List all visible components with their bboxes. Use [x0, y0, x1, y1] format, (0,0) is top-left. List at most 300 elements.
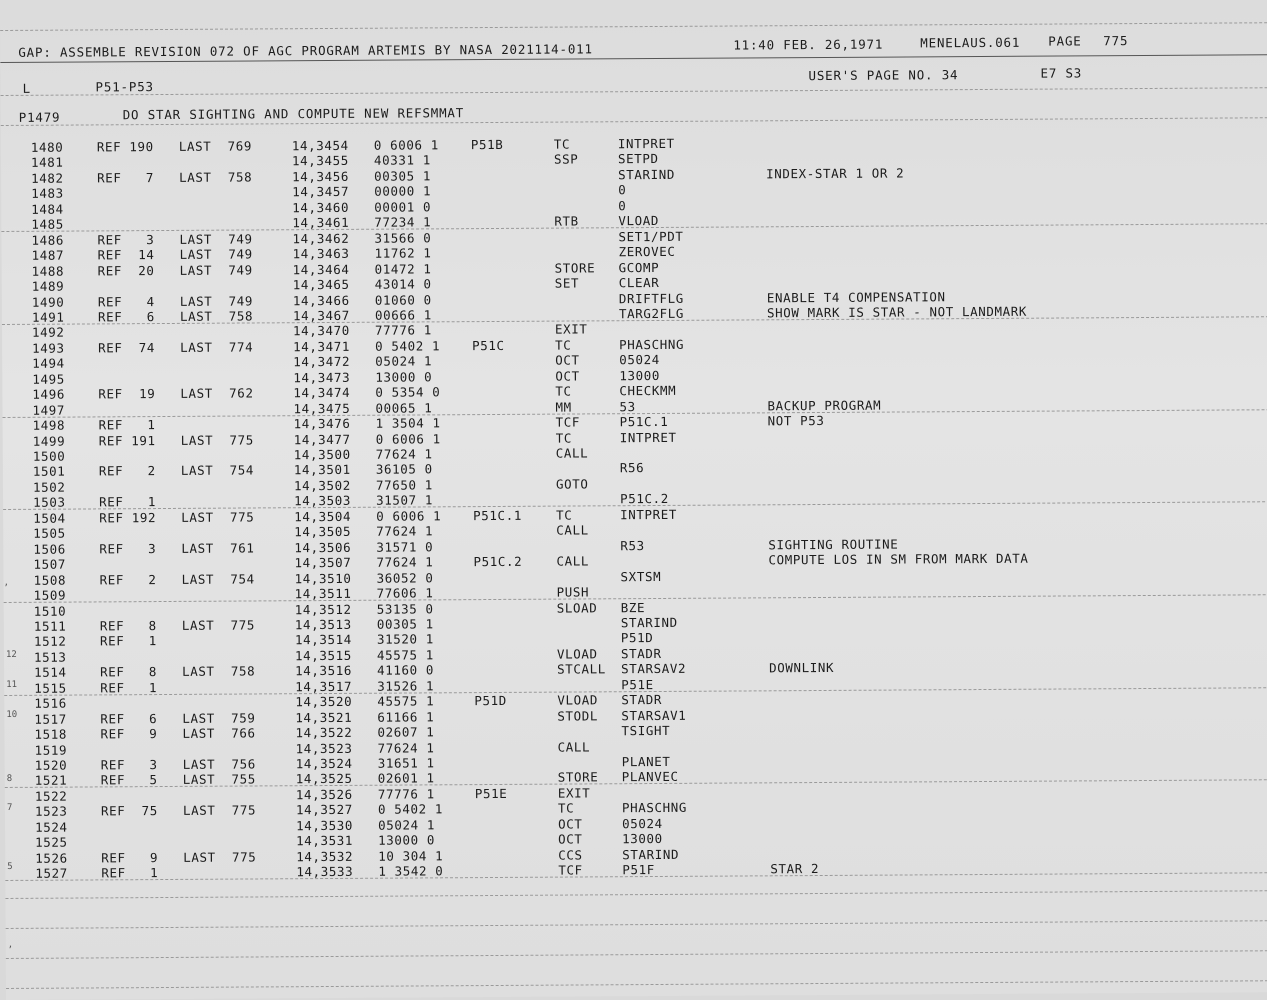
- last-ref: LAST 749: [179, 231, 253, 247]
- section-name: P51-P53: [95, 79, 154, 95]
- ref-count: REF 7: [97, 169, 155, 186]
- ref-count: REF 2: [98, 463, 156, 479]
- operand: SET1/PDT: [618, 228, 684, 244]
- opcode: VLOAD: [557, 692, 598, 708]
- operand: STADR: [620, 645, 662, 662]
- octal-word: 13000 0: [378, 832, 436, 848]
- address: 14,3520: [295, 694, 353, 710]
- address: 14,3467: [292, 307, 350, 324]
- operand: 0: [618, 197, 627, 214]
- comment: SIGHTING ROUTINE: [768, 536, 899, 553]
- ref-count: REF 2: [99, 571, 157, 587]
- last-ref: LAST 755: [182, 771, 256, 788]
- operand: 05024: [621, 815, 663, 832]
- comment: INDEX-STAR 1 OR 2: [766, 165, 905, 182]
- address: 14,3471: [293, 338, 351, 355]
- octal-word: 77776 1: [374, 322, 432, 339]
- last-ref: LAST 759: [182, 710, 256, 726]
- operand: R56: [619, 460, 645, 476]
- address: 14,3501: [293, 462, 351, 478]
- line-number: 1486: [31, 232, 65, 248]
- address: 14,3472: [293, 354, 351, 370]
- operand: 53: [619, 398, 636, 414]
- octal-word: 02601 1: [377, 770, 435, 787]
- address: 14,3512: [294, 601, 352, 617]
- address: 14,3470: [292, 323, 350, 339]
- last-ref: LAST 754: [181, 571, 255, 587]
- line-number: 1527: [35, 865, 68, 881]
- address: 14,3465: [292, 276, 350, 293]
- address: 14,3476: [293, 415, 351, 432]
- address: 14,3513: [294, 616, 352, 633]
- address: 14,3460: [292, 199, 350, 216]
- paper-rule: [6, 980, 1267, 989]
- opcode: EXIT: [554, 321, 588, 338]
- operand: STARIND: [620, 614, 678, 631]
- ref-count: REF 190: [96, 139, 154, 155]
- octal-word: 31520 1: [376, 631, 434, 648]
- last-ref: LAST 762: [180, 385, 254, 402]
- line-number: 1506: [33, 541, 66, 557]
- opcode: CCS: [558, 847, 583, 863]
- address: 14,3474: [293, 385, 351, 401]
- operand: PLANVEC: [621, 769, 679, 785]
- opcode: CALL: [557, 738, 591, 755]
- address: 14,3473: [293, 369, 351, 385]
- margin-mark: ,: [3, 577, 10, 588]
- operand: INTPRET: [620, 506, 678, 523]
- last-ref: LAST 749: [179, 246, 253, 263]
- ref-count: REF 1: [100, 679, 158, 696]
- octal-word: 77234 1: [374, 214, 432, 230]
- comment: BACKUP PROGRAM: [767, 397, 882, 413]
- listing-title: DO STAR SIGHTING AND COMPUTE NEW REFSMMAT: [122, 105, 465, 123]
- address: 14,3532: [296, 848, 354, 864]
- address: 14,3527: [295, 802, 353, 818]
- opcode: SLOAD: [556, 599, 598, 616]
- ref-count: REF 3: [100, 757, 158, 773]
- opcode: RTB: [554, 213, 579, 229]
- operand: R53: [620, 537, 645, 553]
- ref-count: REF 8: [99, 617, 157, 634]
- line-number: 1516: [34, 695, 67, 711]
- operand: CLEAR: [618, 275, 660, 291]
- octal-word: 13000 0: [375, 369, 433, 385]
- octal-word: 00305 1: [374, 168, 432, 184]
- address: 14,3466: [292, 292, 350, 308]
- operand: TSIGHT: [621, 723, 671, 739]
- line-number: 1518: [34, 726, 68, 742]
- octal-word: 00065 1: [375, 400, 433, 416]
- ref-count: REF 19: [98, 386, 156, 402]
- opcode: VLOAD: [556, 646, 598, 662]
- opcode: PUSH: [556, 584, 590, 600]
- page-number: 775: [1103, 33, 1129, 49]
- octal-word: 45575 1: [377, 693, 435, 709]
- operand: ZEROVEC: [618, 244, 676, 260]
- line-number: 1489: [31, 278, 65, 294]
- line-number: 1511: [33, 618, 67, 634]
- opcode: TC: [557, 800, 575, 816]
- operand: P51F: [622, 862, 655, 878]
- operand: INTPRET: [617, 135, 675, 152]
- line-number: 1490: [31, 294, 65, 310]
- label: P51C.1: [473, 507, 522, 523]
- operand: SXTSM: [620, 568, 662, 584]
- ref-count: REF 9: [100, 726, 158, 742]
- ref-count: REF 74: [98, 339, 156, 356]
- address: 14,3516: [295, 663, 353, 679]
- opcode: STODL: [557, 708, 599, 724]
- line-number: 1504: [33, 510, 66, 526]
- margin-mark: 12: [5, 649, 17, 660]
- opcode: TC: [556, 507, 573, 523]
- comment: DOWNLINK: [769, 660, 835, 676]
- last-ref: LAST 758: [182, 663, 256, 680]
- comment: ENABLE T4 COMPENSATION: [766, 288, 946, 305]
- ref-count: REF 192: [99, 509, 157, 526]
- octal-word: 10 304 1: [378, 847, 444, 864]
- address: 14,3514: [294, 632, 352, 648]
- ref-count: REF 5: [100, 772, 158, 788]
- line-number: 1503: [33, 494, 66, 511]
- ref-count: REF 4: [97, 293, 155, 309]
- line-number: 1499: [32, 433, 66, 449]
- line-number: 1483: [31, 185, 64, 202]
- octal-word: 40331 1: [373, 152, 431, 169]
- octal-word: 31566 0: [374, 230, 432, 246]
- address: 14,3523: [295, 740, 353, 756]
- address: 14,3533: [296, 863, 354, 880]
- address: 14,3524: [295, 755, 353, 772]
- line-number: 1488: [31, 263, 65, 279]
- octal-word: 01060 0: [374, 291, 432, 308]
- ref-count: REF 1: [101, 865, 159, 881]
- line-number: 1481: [30, 155, 64, 171]
- octal-word: 00000 1: [374, 183, 432, 200]
- octal-word: 77624 1: [376, 523, 434, 539]
- octal-word: 36105 0: [375, 461, 433, 478]
- ref-count: REF 3: [99, 540, 157, 557]
- opcode: CALL: [556, 522, 589, 538]
- operand: STARIND: [618, 166, 676, 183]
- address: 14,3530: [296, 817, 353, 834]
- ref-count: REF 20: [97, 262, 155, 279]
- last-ref: LAST 754: [180, 462, 255, 479]
- address: 14,3464: [292, 261, 350, 277]
- address: 14,3502: [293, 477, 351, 494]
- line-number: 1501: [32, 464, 66, 480]
- margin-mark: 5: [7, 861, 13, 872]
- label: P51D: [474, 693, 507, 709]
- banner-text: GAP: ASSEMBLE REVISION 072 OF AGC PROGRAM ARTEMIS BY NASA 2021114-011: [18, 41, 593, 60]
- address: 14,3455: [291, 153, 349, 169]
- ref-count: REF 1: [99, 633, 157, 649]
- opcode: TC: [555, 430, 572, 446]
- comment: SHOW MARK IS STAR - NOT LANDMARK: [766, 303, 1027, 321]
- users-page-code: E7 S3: [1040, 65, 1083, 81]
- octal-word: 41160 0: [377, 662, 435, 679]
- address: 14,3500: [293, 446, 351, 463]
- opcode: OCT: [555, 352, 580, 368]
- last-ref: LAST 775: [181, 509, 255, 525]
- operand: P51E: [621, 676, 654, 692]
- line-number: 1498: [32, 417, 66, 433]
- line-number: 1524: [35, 819, 68, 835]
- octal-word: 01472 1: [374, 260, 432, 277]
- operand: PLANET: [621, 753, 671, 770]
- operand: VLOAD: [618, 213, 660, 229]
- line-number: 1520: [34, 757, 68, 773]
- line-number: 1517: [34, 711, 67, 727]
- operand: 13000: [622, 831, 663, 847]
- operand: BZE: [620, 599, 646, 615]
- operand: GCOMP: [618, 259, 660, 275]
- address: 14,3505: [294, 524, 352, 540]
- octal-word: 0 5354 0: [375, 384, 441, 400]
- octal-word: 0 6006 1: [375, 430, 441, 447]
- operand: PHASCHNG: [619, 336, 685, 353]
- line-number: 1487: [31, 247, 65, 263]
- octal-word: 31507 1: [376, 492, 434, 509]
- operand: P51D: [620, 630, 654, 646]
- ref-count: REF 6: [97, 308, 155, 325]
- address: 14,3504: [294, 508, 352, 525]
- address: 14,3507: [294, 555, 352, 571]
- ref-count: REF 8: [100, 664, 158, 680]
- line-number: 1525: [35, 834, 68, 851]
- octal-word: 0 5402 1: [375, 338, 441, 354]
- last-ref: LAST 749: [179, 262, 253, 278]
- user-id: MENELAUS.061: [920, 34, 1021, 51]
- line-number: 1484: [31, 201, 64, 217]
- line-number: 1521: [34, 773, 68, 789]
- line-number: 1495: [32, 371, 65, 387]
- page-label: PAGE: [1048, 33, 1082, 49]
- operand: 05024: [619, 352, 660, 368]
- address: 14,3521: [295, 709, 353, 725]
- octal-word: 77624 1: [375, 446, 433, 462]
- last-ref: LAST 758: [179, 169, 253, 185]
- octal-word: 43014 0: [374, 276, 432, 292]
- line-number: 1515: [34, 680, 67, 696]
- address: 14,3517: [295, 678, 353, 694]
- time-date: 11:40 FEB. 26,1971: [733, 36, 884, 53]
- octal-word: 77624 1: [377, 739, 435, 756]
- last-ref: LAST 775: [182, 802, 257, 819]
- address: 14,3503: [294, 493, 352, 509]
- operand: STARSAV1: [621, 707, 687, 723]
- opcode: TCF: [558, 862, 583, 878]
- octal-word: 53135 0: [376, 600, 434, 617]
- opcode: OCT: [555, 368, 580, 384]
- octal-word: 77776 1: [377, 786, 435, 802]
- last-ref: LAST 775: [180, 432, 254, 448]
- address: 14,3454: [291, 137, 349, 154]
- line-number: 1500: [32, 448, 66, 464]
- paper-rule: [6, 920, 1267, 929]
- line-number: 1494: [32, 355, 65, 372]
- address: 14,3511: [294, 585, 352, 602]
- last-ref: LAST 775: [183, 849, 257, 865]
- address: 14,3515: [294, 647, 352, 664]
- line-number: 1519: [34, 742, 68, 758]
- opcode: STORE: [554, 259, 596, 276]
- opcode: TC: [553, 136, 571, 152]
- address: 14,3477: [293, 431, 351, 447]
- opcode: CALL: [555, 445, 589, 461]
- comment: NOT P53: [767, 413, 825, 429]
- octal-word: 05024 1: [378, 817, 435, 833]
- octal-word: 0 6006 1: [373, 137, 439, 153]
- operand: 0: [618, 182, 627, 198]
- line-number: 1508: [33, 572, 67, 588]
- operand: P51C.1: [619, 414, 669, 430]
- opcode: SSP: [553, 151, 579, 168]
- ref-count: REF 6: [100, 710, 158, 727]
- octal-word: 45575 1: [376, 647, 434, 663]
- line-number: 1509: [33, 587, 67, 603]
- margin-mark: 11: [6, 679, 18, 690]
- label: P51B: [470, 136, 504, 153]
- octal-word: 1 3542 0: [378, 863, 444, 879]
- octal-word: 11762 1: [374, 245, 432, 261]
- opcode: SET: [554, 275, 580, 291]
- operand: STADR: [621, 692, 662, 708]
- margin-mark: 8: [6, 773, 13, 784]
- address: 14,3461: [292, 215, 350, 231]
- octal-word: 0 6006 1: [376, 508, 442, 524]
- octal-word: 31651 1: [377, 755, 435, 771]
- address: 14,3457: [292, 184, 350, 200]
- label: P51C.2: [473, 553, 523, 570]
- address: 14,3475: [293, 400, 351, 416]
- operand: STARSAV2: [621, 661, 687, 677]
- line-number: 1523: [34, 803, 68, 820]
- address: 14,3526: [295, 786, 353, 803]
- label: P51E: [474, 785, 508, 802]
- octal-word: 77624 1: [376, 554, 434, 570]
- opcode: EXIT: [557, 785, 591, 801]
- address: 14,3522: [295, 724, 353, 741]
- octal-word: 77606 1: [376, 585, 434, 601]
- line-number: 1485: [31, 216, 64, 233]
- octal-word: 02607 1: [377, 724, 435, 740]
- opcode: GOTO: [555, 476, 589, 492]
- octal-word: 1 3504 1: [375, 415, 441, 431]
- operand: STARIND: [622, 846, 680, 862]
- address: 14,3456: [292, 168, 350, 185]
- octal-word: 00666 1: [374, 307, 432, 323]
- octal-word: 77650 1: [375, 477, 433, 493]
- paper-rule: [1, 87, 1267, 96]
- octal-word: 05024 1: [375, 353, 433, 370]
- operand: DRIFTFLG: [618, 290, 684, 306]
- comment: STAR 2: [770, 861, 820, 877]
- comment: COMPUTE LOS IN SM FROM MARK DATA: [768, 550, 1029, 568]
- operand: TARG2FLG: [618, 305, 684, 322]
- operand: PHASCHNG: [621, 800, 688, 816]
- ref-count: REF 9: [101, 849, 159, 866]
- octal-word: 36052 0: [376, 569, 434, 586]
- line-number: 1510: [33, 603, 67, 619]
- opcode: MM: [555, 399, 572, 415]
- line-number: 1491: [31, 309, 65, 325]
- line-number: 1482: [31, 170, 64, 186]
- opcode: OCT: [557, 816, 583, 832]
- margin-mark: 7: [6, 802, 13, 813]
- address: 14,3525: [295, 771, 353, 787]
- octal-word: 61166 1: [377, 709, 435, 725]
- last-ref: LAST 766: [182, 725, 256, 741]
- line-number: 1526: [35, 850, 68, 866]
- line-number: 1497: [32, 402, 66, 418]
- margin-mark: 10: [6, 709, 18, 720]
- line-number: 1507: [33, 556, 67, 572]
- line-number: 1513: [33, 649, 67, 665]
- users-page: USER'S PAGE NO. 34: [808, 67, 959, 84]
- line-number: 1502: [32, 479, 66, 495]
- opcode: TC: [555, 337, 572, 353]
- operand: CHECKMM: [619, 383, 677, 399]
- line-number: 1505: [33, 525, 66, 542]
- opcode: STORE: [557, 769, 599, 786]
- octal-word: 00001 0: [374, 199, 432, 215]
- ref-count: REF 1: [99, 494, 157, 510]
- last-ref: LAST 769: [178, 138, 253, 154]
- line-number: 1512: [33, 633, 67, 650]
- address: 14,3462: [292, 230, 350, 246]
- ref-count: REF 1: [98, 417, 156, 433]
- opcode: TCF: [555, 414, 581, 430]
- line-number: 1514: [34, 664, 67, 681]
- address: 14,3510: [294, 570, 352, 586]
- operand: P51C.2: [620, 491, 669, 507]
- operand: 13000: [619, 367, 660, 383]
- last-ref: LAST 761: [181, 540, 255, 556]
- line-number: 1492: [31, 325, 65, 341]
- log-letter: L: [22, 80, 31, 96]
- operand: INTPRET: [619, 429, 677, 445]
- ref-count: REF 3: [97, 231, 155, 248]
- margin-mark: ,: [7, 939, 14, 950]
- octal-word: 31526 1: [377, 678, 435, 694]
- line-number: 1480: [30, 139, 64, 155]
- line-number: 1522: [34, 788, 68, 804]
- address: 14,3531: [296, 833, 354, 849]
- ref-count: REF 75: [100, 803, 158, 819]
- octal-word: 0 5402 1: [377, 801, 444, 818]
- ref-count: REF 14: [97, 247, 155, 263]
- octal-word: 31571 0: [376, 539, 434, 555]
- opcode: OCT: [558, 831, 583, 847]
- last-ref: LAST 774: [180, 339, 254, 355]
- operand: SETPD: [617, 151, 659, 167]
- last-ref: LAST 775: [181, 617, 256, 633]
- paper-rule: [5, 890, 1267, 899]
- opcode: TC: [555, 383, 572, 399]
- address: 14,3506: [294, 539, 352, 555]
- last-ref: LAST 756: [182, 756, 256, 772]
- opcode: CALL: [556, 553, 589, 569]
- address: 14,3463: [292, 246, 350, 262]
- paper-rule: [6, 950, 1267, 959]
- title-line-number: P1479: [18, 109, 61, 125]
- paper-rule: [0, 22, 1267, 31]
- line-number: 1493: [32, 340, 65, 356]
- last-ref: LAST 758: [179, 308, 254, 324]
- ref-count: REF 191: [98, 432, 156, 448]
